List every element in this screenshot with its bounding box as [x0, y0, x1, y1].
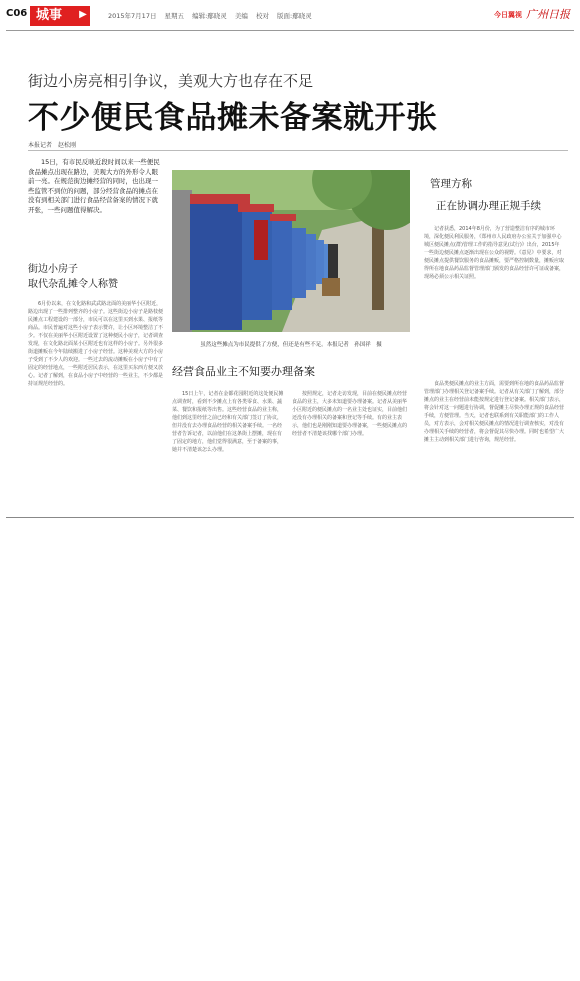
- section1-body: 6月份以来，在文化路和武武路北面的美丽华小区附近，路边出现了一些排列整齐的小房子。这些街边小房子是路枝便民摊点工程建设的一部分，市民可以在这里买到水果、报纸等商品。市民普遍对这些小房子表示赞许，让小区环境整洁了不少。不仅在美丽华小区附近设置了这种便民小房子，记者调查发现，在文化路北面某小区附近也有这样的小房子。另外很多街道摊贩在今年陆续搬进了小房子经营。这种美观大方的小房子受到了不少人的欢迎。一些过去的流动摊贩在小房子中有了固定的经营地点，一些附近居民表示，在这里买东西方便又放心。记者了解到，在食品小房子中经营的一些业主，不少都是持证规范经营的。: [28, 301, 163, 387]
- section2-title: 经营食品业主不知要办理备案: [172, 365, 315, 378]
- meta-weekday: 星期五: [164, 12, 185, 20]
- section-label: 城事: [36, 8, 63, 23]
- column-tag: 今日翼视: [494, 11, 522, 19]
- street-kiosk-photo: [172, 170, 410, 332]
- meta-layout: 版面:鄢晓灵: [277, 12, 312, 20]
- article-subheadline: 街边小房亮相引争议，美观大方也存在不足: [28, 72, 314, 90]
- article-bottom-divider: [6, 517, 574, 518]
- section1-title-line2: 取代杂乱摊令人称赞: [28, 279, 118, 290]
- page-header: [0, 0, 580, 30]
- header-meta: [108, 11, 318, 20]
- section2-body-col1: 15日上午，记者在金都花园附近的这处便民摊点调查时，看到不少摊点上有各类零食、水果、蔬菜、餐饮和报纸等出售。这些经营食品的业主称，他们到这里经营之前已经和有关部门签订了协议，但并没有去办理食品经营的相关备案手续。一名经营者告诉记者，以前他们在这条街上摆摊，现在有了固定的地方，他们觉得很满意，至于备案的事，她并不清楚该怎么办理。: [172, 391, 284, 453]
- page-number: C06: [6, 8, 28, 19]
- arrow-right-icon: ▶: [79, 9, 87, 20]
- section2-body-col2: 按照规定，记者走访发现，目前在便民摊点经营食品的业主，大多未知道要办理备案。记者从美丽华小区附近的便民摊点的一名业主处也证实，目前他们还没有办理相关的备案和登记等手续。有的业主表示，他们也是刚刚知道要办理备案，一些便民摊点的经营者不清楚该找哪个部门办理。: [292, 391, 408, 437]
- section1-title: [28, 262, 168, 292]
- meta-proofreader: 校对: [255, 12, 269, 20]
- section3-title-line1: 管理方称: [430, 178, 472, 190]
- section1-title-line1: 街边小房子: [28, 264, 78, 275]
- article-lead: 15日，有市民反映近段时间以来一些便民食品摊点出现在路边，美观大方的外形令人眼前一亮。在规范街边摊经营的同时，也出现一些监管不到位的问题，部分经营食品的摊点在没有到相关部门进行食品经营备案的情况下就开张，一些问题值得解决。: [28, 158, 160, 214]
- section3-body-part2: 食品类便民摊点的业主方面，需要到所在地的食品药品监督管理部门办理相关登记备案手续。记者从有关部门了解到，部分摊点的业主在经营前未能按规定进行登记备案。相关部门表示，将会针对这一问题进行协调，督促摊主尽快办理正规的食品经营手续，方便管理。当天，记者也联系到有关职能部门的工作人员，对方表示，会对相关便民摊点的情况进行调查核实，对没有办理相关手续的经营者，将会督促其尽快办理。同时也希望广大摊主主动到相关部门进行咨询，规范经营。: [424, 381, 564, 443]
- section3-title-line2: 正在协调办理正规手续: [436, 200, 541, 212]
- photo-caption: 虽然这些摊点为市民提供了方便，但还是有些不足。本报记者 孙国祥 摄: [200, 342, 382, 348]
- meta-editor: 编辑:鄢晓灵: [192, 12, 227, 20]
- headline-divider: [28, 150, 568, 151]
- header-divider: [6, 30, 574, 31]
- section3-body-part1: 记者获悉，2014年8月份，为了营造整洁有序的城市环境，深化便民利民服务，《郑州市人民政府办公室关于加强中心城区便民摊点(群)管理工作的指导意见(试行)》出台，2015年一些街边便民摊点逐渐出现在公众的视野。《意见》中要求，对便民摊点提供餐饮服务的食品摊贩，要严格控制数量，摊贩应取得所在地食品药品监督管理部门颁发的食品经营许可证或备案，现场必须公示相关证照。: [424, 226, 564, 280]
- article-byline: 本报记者 赵松刚: [28, 142, 77, 149]
- newspaper-logo: 广州日报: [526, 8, 570, 21]
- meta-date: 2015年7月17日: [108, 12, 157, 20]
- meta-designer: 美编: [234, 12, 248, 20]
- kiosk-illustration: [172, 170, 410, 332]
- article-headline: 不少便民食品摊未备案就开张: [28, 100, 438, 136]
